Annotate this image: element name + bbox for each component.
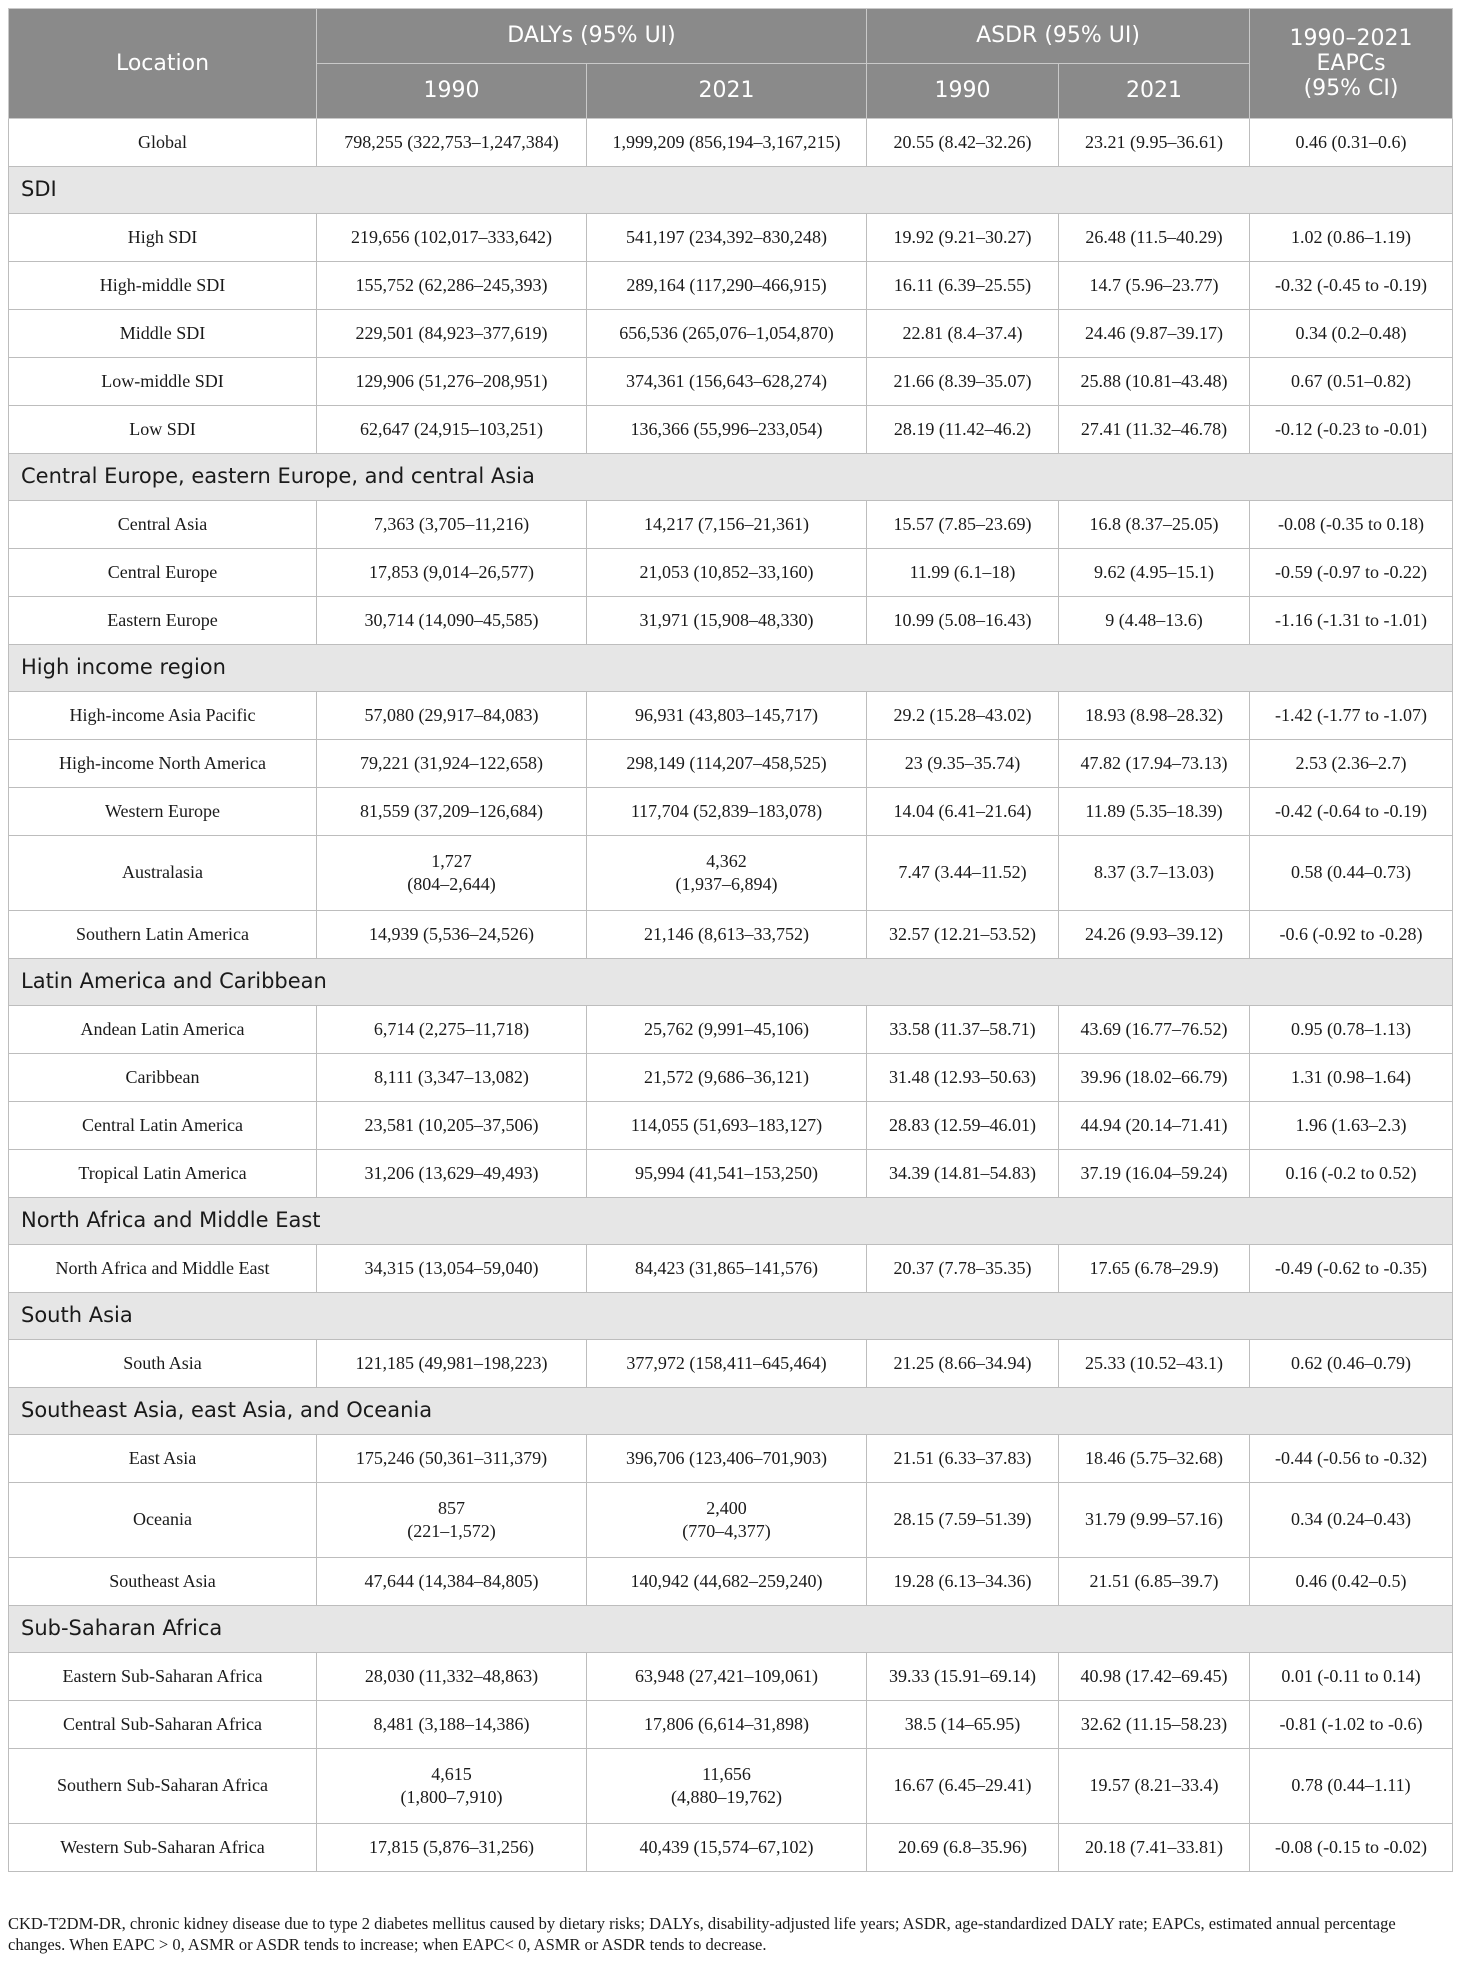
cell-eapc: -0.59 (-0.97 to -0.22) xyxy=(1250,549,1453,597)
cell-location: Australasia xyxy=(9,836,317,911)
table-row xyxy=(9,1054,1453,1102)
cell-dalys-2021-value: 11,656 xyxy=(702,1763,751,1784)
cell-asdr-2021: 39.96 (18.02–66.79) xyxy=(1059,1054,1250,1102)
cell-dalys-2021: 1,999,209 (856,194–3,167,215) xyxy=(587,119,867,167)
cell-location: Eastern Sub-Saharan Africa xyxy=(9,1653,317,1701)
cell-asdr-2021: 32.62 (11.15–58.23) xyxy=(1059,1701,1250,1749)
cell-dalys-2021: 21,146 (8,613–33,752) xyxy=(587,911,867,959)
cell-location: High SDI xyxy=(9,214,317,262)
group-header-row xyxy=(9,1388,1453,1435)
table-row xyxy=(9,1435,1453,1483)
cell-dalys-1990-value: 1,727 xyxy=(431,850,472,871)
cell-dalys-1990: 14,939 (5,536–24,526) xyxy=(317,911,587,959)
cell-asdr-1990: 14.04 (6.41–21.64) xyxy=(867,788,1059,836)
cell-dalys-1990: 8,111 (3,347–13,082) xyxy=(317,1054,587,1102)
header-location: Location xyxy=(9,9,317,119)
cell-asdr-2021: 43.69 (16.77–76.52) xyxy=(1059,1006,1250,1054)
cell-asdr-1990: 29.2 (15.28–43.02) xyxy=(867,692,1059,740)
cell-dalys-2021: 40,439 (15,574–67,102) xyxy=(587,1824,867,1872)
group-header-row xyxy=(9,1293,1453,1340)
header-eapc-line2: EAPCs xyxy=(1316,50,1386,76)
cell-dalys-2021: 114,055 (51,693–183,127) xyxy=(587,1102,867,1150)
group-title: SDI xyxy=(9,167,1453,214)
group-title: High income region xyxy=(9,645,1453,692)
table-row xyxy=(9,1701,1453,1749)
cell-dalys-1990-interval: (804–2,644) xyxy=(407,874,496,894)
cell-asdr-2021: 25.33 (10.52–43.1) xyxy=(1059,1340,1250,1388)
cell-asdr-1990: 28.15 (7.59–51.39) xyxy=(867,1483,1059,1558)
header-eapc-line1: 1990–2021 xyxy=(1289,25,1413,51)
cell-eapc: 0.62 (0.46–0.79) xyxy=(1250,1340,1453,1388)
cell-asdr-2021: 40.98 (17.42–69.45) xyxy=(1059,1653,1250,1701)
cell-asdr-2021: 9.62 (4.95–15.1) xyxy=(1059,549,1250,597)
cell-eapc: -0.12 (-0.23 to -0.01) xyxy=(1250,406,1453,454)
table-row xyxy=(9,740,1453,788)
table-row xyxy=(9,911,1453,959)
cell-location: Low-middle SDI xyxy=(9,358,317,406)
cell-eapc: -0.49 (-0.62 to -0.35) xyxy=(1250,1245,1453,1293)
cell-dalys-1990: 175,246 (50,361–311,379) xyxy=(317,1435,587,1483)
cell-location: Global xyxy=(9,119,317,167)
cell-location: Andean Latin America xyxy=(9,1006,317,1054)
group-title: South Asia xyxy=(9,1293,1453,1340)
cell-asdr-2021: 24.26 (9.93–39.12) xyxy=(1059,911,1250,959)
cell-asdr-1990: 21.25 (8.66–34.94) xyxy=(867,1340,1059,1388)
cell-dalys-2021: 84,423 (31,865–141,576) xyxy=(587,1245,867,1293)
cell-asdr-1990: 39.33 (15.91–69.14) xyxy=(867,1653,1059,1701)
cell-asdr-2021: 11.89 (5.35–18.39) xyxy=(1059,788,1250,836)
cell-location: Southeast Asia xyxy=(9,1558,317,1606)
cell-dalys-2021: 117,704 (52,839–183,078) xyxy=(587,788,867,836)
cell-asdr-1990: 28.19 (11.42–46.2) xyxy=(867,406,1059,454)
cell-location: Western Sub-Saharan Africa xyxy=(9,1824,317,1872)
cell-dalys-1990: 155,752 (62,286–245,393) xyxy=(317,262,587,310)
group-header-row xyxy=(9,645,1453,692)
table-row xyxy=(9,1824,1453,1872)
cell-dalys-2021: 63,948 (27,421–109,061) xyxy=(587,1653,867,1701)
group-header-row xyxy=(9,454,1453,501)
cell-dalys-1990: 121,185 (49,981–198,223) xyxy=(317,1340,587,1388)
cell-asdr-1990: 34.39 (14.81–54.83) xyxy=(867,1150,1059,1198)
cell-eapc: 0.58 (0.44–0.73) xyxy=(1250,836,1453,911)
table-row xyxy=(9,1006,1453,1054)
cell-dalys-2021: 25,762 (9,991–45,106) xyxy=(587,1006,867,1054)
cell-dalys-2021-interval: (770–4,377) xyxy=(682,1521,771,1541)
cell-dalys-2021-value: 2,400 xyxy=(706,1497,747,1518)
cell-location: Caribbean xyxy=(9,1054,317,1102)
cell-asdr-2021: 17.65 (6.78–29.9) xyxy=(1059,1245,1250,1293)
cell-dalys-1990: 129,906 (51,276–208,951) xyxy=(317,358,587,406)
cell-eapc: 0.78 (0.44–1.11) xyxy=(1250,1749,1453,1824)
cell-eapc: -1.16 (-1.31 to -1.01) xyxy=(1250,597,1453,645)
header-dalys-1990: 1990 xyxy=(317,64,587,119)
cell-dalys-1990: 34,315 (13,054–59,040) xyxy=(317,1245,587,1293)
cell-dalys-2021: 656,536 (265,076–1,054,870) xyxy=(587,310,867,358)
cell-dalys-1990: 79,221 (31,924–122,658) xyxy=(317,740,587,788)
cell-asdr-1990: 21.66 (8.39–35.07) xyxy=(867,358,1059,406)
cell-asdr-1990: 28.83 (12.59–46.01) xyxy=(867,1102,1059,1150)
cell-dalys-1990: 57,080 (29,917–84,083) xyxy=(317,692,587,740)
header-dalys-2021: 2021 xyxy=(587,64,867,119)
cell-asdr-2021: 31.79 (9.99–57.16) xyxy=(1059,1483,1250,1558)
group-title: North Africa and Middle East xyxy=(9,1198,1453,1245)
table-header xyxy=(9,9,1453,119)
cell-dalys-2021 xyxy=(587,1749,867,1824)
cell-dalys-1990: 229,501 (84,923–377,619) xyxy=(317,310,587,358)
group-title: Southeast Asia, east Asia, and Oceania xyxy=(9,1388,1453,1435)
cell-dalys-1990-interval: (221–1,572) xyxy=(407,1521,496,1541)
cell-eapc: -0.6 (-0.92 to -0.28) xyxy=(1250,911,1453,959)
group-title: Sub-Saharan Africa xyxy=(9,1606,1453,1653)
cell-dalys-2021: 541,197 (234,392–830,248) xyxy=(587,214,867,262)
cell-eapc: 1.31 (0.98–1.64) xyxy=(1250,1054,1453,1102)
cell-asdr-2021: 37.19 (16.04–59.24) xyxy=(1059,1150,1250,1198)
cell-dalys-2021-interval: (4,880–19,762) xyxy=(671,1787,782,1807)
cell-asdr-2021: 19.57 (8.21–33.4) xyxy=(1059,1749,1250,1824)
table-row xyxy=(9,406,1453,454)
cell-dalys-2021 xyxy=(587,1483,867,1558)
cell-asdr-2021: 47.82 (17.94–73.13) xyxy=(1059,740,1250,788)
cell-eapc: 0.16 (-0.2 to 0.52) xyxy=(1250,1150,1453,1198)
cell-dalys-1990 xyxy=(317,1749,587,1824)
table-row xyxy=(9,692,1453,740)
cell-dalys-2021-value: 4,362 xyxy=(706,850,747,871)
cell-location: Eastern Europe xyxy=(9,597,317,645)
cell-location: Central Europe xyxy=(9,549,317,597)
header-eapc xyxy=(1250,9,1453,119)
cell-dalys-1990-value: 857 xyxy=(438,1497,465,1518)
cell-dalys-1990: 23,581 (10,205–37,506) xyxy=(317,1102,587,1150)
cell-eapc: 0.46 (0.31–0.6) xyxy=(1250,119,1453,167)
cell-location: Low SDI xyxy=(9,406,317,454)
cell-asdr-1990: 16.11 (6.39–25.55) xyxy=(867,262,1059,310)
cell-location: Central Sub-Saharan Africa xyxy=(9,1701,317,1749)
cell-asdr-1990: 21.51 (6.33–37.83) xyxy=(867,1435,1059,1483)
group-header-row xyxy=(9,959,1453,1006)
group-header-row xyxy=(9,167,1453,214)
cell-asdr-1990: 38.5 (14–65.95) xyxy=(867,1701,1059,1749)
header-asdr-2021: 2021 xyxy=(1059,64,1250,119)
cell-eapc: 2.53 (2.36–2.7) xyxy=(1250,740,1453,788)
table-row xyxy=(9,1150,1453,1198)
cell-eapc: 0.34 (0.24–0.43) xyxy=(1250,1483,1453,1558)
cell-dalys-2021: 396,706 (123,406–701,903) xyxy=(587,1435,867,1483)
group-title: Central Europe, eastern Europe, and central Asia xyxy=(9,454,1453,501)
table-body xyxy=(9,119,1453,1872)
table-row xyxy=(9,119,1453,167)
cell-location: East Asia xyxy=(9,1435,317,1483)
cell-eapc: -0.08 (-0.15 to -0.02) xyxy=(1250,1824,1453,1872)
cell-eapc: -0.08 (-0.35 to 0.18) xyxy=(1250,501,1453,549)
cell-dalys-2021 xyxy=(587,836,867,911)
cell-asdr-2021: 9 (4.48–13.6) xyxy=(1059,597,1250,645)
cell-location: South Asia xyxy=(9,1340,317,1388)
table-row xyxy=(9,310,1453,358)
table-row xyxy=(9,836,1453,911)
cell-location: High-middle SDI xyxy=(9,262,317,310)
cell-asdr-1990: 19.92 (9.21–30.27) xyxy=(867,214,1059,262)
cell-asdr-1990: 33.58 (11.37–58.71) xyxy=(867,1006,1059,1054)
cell-eapc: -0.44 (-0.56 to -0.32) xyxy=(1250,1435,1453,1483)
table-row xyxy=(9,1340,1453,1388)
table-row xyxy=(9,1245,1453,1293)
cell-dalys-1990: 28,030 (11,332–48,863) xyxy=(317,1653,587,1701)
table-row xyxy=(9,1483,1453,1558)
cell-eapc: 0.95 (0.78–1.13) xyxy=(1250,1006,1453,1054)
cell-eapc: -1.42 (-1.77 to -1.07) xyxy=(1250,692,1453,740)
cell-dalys-2021-interval: (1,937–6,894) xyxy=(675,874,778,894)
cell-dalys-2021: 96,931 (43,803–145,717) xyxy=(587,692,867,740)
cell-asdr-1990: 23 (9.35–35.74) xyxy=(867,740,1059,788)
cell-dalys-1990-interval: (1,800–7,910) xyxy=(400,1787,503,1807)
table-row xyxy=(9,788,1453,836)
cell-eapc: -0.32 (-0.45 to -0.19) xyxy=(1250,262,1453,310)
cell-location: Oceania xyxy=(9,1483,317,1558)
cell-asdr-1990: 20.55 (8.42–32.26) xyxy=(867,119,1059,167)
cell-asdr-2021: 26.48 (11.5–40.29) xyxy=(1059,214,1250,262)
cell-dalys-1990: 30,714 (14,090–45,585) xyxy=(317,597,587,645)
group-header-row xyxy=(9,1606,1453,1653)
cell-asdr-2021: 27.41 (11.32–46.78) xyxy=(1059,406,1250,454)
group-header-row xyxy=(9,1198,1453,1245)
cell-asdr-1990: 20.37 (7.78–35.35) xyxy=(867,1245,1059,1293)
cell-eapc: -0.81 (-1.02 to -0.6) xyxy=(1250,1701,1453,1749)
table-row xyxy=(9,1558,1453,1606)
cell-dalys-1990: 62,647 (24,915–103,251) xyxy=(317,406,587,454)
cell-asdr-1990: 16.67 (6.45–29.41) xyxy=(867,1749,1059,1824)
cell-asdr-2021: 20.18 (7.41–33.81) xyxy=(1059,1824,1250,1872)
table-row xyxy=(9,1749,1453,1824)
cell-dalys-1990: 31,206 (13,629–49,493) xyxy=(317,1150,587,1198)
cell-dalys-1990: 6,714 (2,275–11,718) xyxy=(317,1006,587,1054)
cell-eapc: 1.02 (0.86–1.19) xyxy=(1250,214,1453,262)
cell-dalys-2021: 17,806 (6,614–31,898) xyxy=(587,1701,867,1749)
header-asdr-1990: 1990 xyxy=(867,64,1059,119)
cell-dalys-2021: 374,361 (156,643–628,274) xyxy=(587,358,867,406)
cell-eapc: 1.96 (1.63–2.3) xyxy=(1250,1102,1453,1150)
cell-location: Central Asia xyxy=(9,501,317,549)
cell-dalys-1990: 17,815 (5,876–31,256) xyxy=(317,1824,587,1872)
cell-asdr-2021: 16.8 (8.37–25.05) xyxy=(1059,501,1250,549)
cell-dalys-1990: 47,644 (14,384–84,805) xyxy=(317,1558,587,1606)
cell-asdr-2021: 18.46 (5.75–32.68) xyxy=(1059,1435,1250,1483)
cell-dalys-1990: 81,559 (37,209–126,684) xyxy=(317,788,587,836)
group-title: Latin America and Caribbean xyxy=(9,959,1453,1006)
cell-asdr-1990: 32.57 (12.21–53.52) xyxy=(867,911,1059,959)
cell-dalys-2021: 14,217 (7,156–21,361) xyxy=(587,501,867,549)
table-row xyxy=(9,501,1453,549)
cell-location: High-income Asia Pacific xyxy=(9,692,317,740)
cell-asdr-1990: 11.99 (6.1–18) xyxy=(867,549,1059,597)
cell-asdr-2021: 8.37 (3.7–13.03) xyxy=(1059,836,1250,911)
cell-location: Southern Latin America xyxy=(9,911,317,959)
cell-asdr-2021: 44.94 (20.14–71.41) xyxy=(1059,1102,1250,1150)
table-row xyxy=(9,1102,1453,1150)
cell-asdr-1990: 20.69 (6.8–35.96) xyxy=(867,1824,1059,1872)
header-dalys: DALYs (95% UI) xyxy=(317,9,867,64)
cell-location: High-income North America xyxy=(9,740,317,788)
cell-asdr-1990: 31.48 (12.93–50.63) xyxy=(867,1054,1059,1102)
cell-asdr-1990: 22.81 (8.4–37.4) xyxy=(867,310,1059,358)
cell-dalys-2021: 377,972 (158,411–645,464) xyxy=(587,1340,867,1388)
header-asdr: ASDR (95% UI) xyxy=(867,9,1250,64)
cell-asdr-2021: 21.51 (6.85–39.7) xyxy=(1059,1558,1250,1606)
cell-location: Western Europe xyxy=(9,788,317,836)
header-eapc-line3: (95% CI) xyxy=(1303,76,1399,102)
table-footnote: CKD-T2DM-DR, chronic kidney disease due to type 2 diabetes mellitus caused by dietary risks; DALYs, disability-adjusted life years; ASDR, age-standardized DALY rate; EAPCs, estimated annual percentage changes. When EAPC > 0, ASMR or ASDR tends to increase; when EAPC< 0, ASMR or ASDR tends to decrease. xyxy=(8,1914,1396,1954)
cell-asdr-1990: 10.99 (5.08–16.43) xyxy=(867,597,1059,645)
cell-dalys-2021: 21,572 (9,686–36,121) xyxy=(587,1054,867,1102)
cell-location: Central Latin America xyxy=(9,1102,317,1150)
cell-asdr-2021: 23.21 (9.95–36.61) xyxy=(1059,119,1250,167)
cell-eapc: 0.67 (0.51–0.82) xyxy=(1250,358,1453,406)
cell-dalys-2021: 95,994 (41,541–153,250) xyxy=(587,1150,867,1198)
results-table-container xyxy=(8,8,1452,1872)
cell-location: North Africa and Middle East xyxy=(9,1245,317,1293)
cell-asdr-2021: 24.46 (9.87–39.17) xyxy=(1059,310,1250,358)
cell-dalys-2021: 136,366 (55,996–233,054) xyxy=(587,406,867,454)
cell-dalys-1990: 17,853 (9,014–26,577) xyxy=(317,549,587,597)
table-row xyxy=(9,549,1453,597)
cell-asdr-2021: 18.93 (8.98–28.32) xyxy=(1059,692,1250,740)
results-table xyxy=(8,8,1453,1872)
cell-asdr-2021: 14.7 (5.96–23.77) xyxy=(1059,262,1250,310)
cell-asdr-2021: 25.88 (10.81–43.48) xyxy=(1059,358,1250,406)
cell-location: Southern Sub-Saharan Africa xyxy=(9,1749,317,1824)
cell-dalys-1990 xyxy=(317,1483,587,1558)
cell-dalys-2021: 289,164 (117,290–466,915) xyxy=(587,262,867,310)
cell-asdr-1990: 7.47 (3.44–11.52) xyxy=(867,836,1059,911)
cell-dalys-1990 xyxy=(317,836,587,911)
cell-dalys-1990: 8,481 (3,188–14,386) xyxy=(317,1701,587,1749)
table-row xyxy=(9,1653,1453,1701)
table-row xyxy=(9,597,1453,645)
cell-eapc: 0.34 (0.2–0.48) xyxy=(1250,310,1453,358)
cell-location: Middle SDI xyxy=(9,310,317,358)
cell-dalys-1990-value: 4,615 xyxy=(431,1763,472,1784)
cell-eapc: 0.46 (0.42–0.5) xyxy=(1250,1558,1453,1606)
cell-dalys-1990: 798,255 (322,753–1,247,384) xyxy=(317,119,587,167)
cell-eapc: -0.42 (-0.64 to -0.19) xyxy=(1250,788,1453,836)
cell-location: Tropical Latin America xyxy=(9,1150,317,1198)
cell-dalys-1990: 219,656 (102,017–333,642) xyxy=(317,214,587,262)
cell-asdr-1990: 15.57 (7.85–23.69) xyxy=(867,501,1059,549)
cell-eapc: 0.01 (-0.11 to 0.14) xyxy=(1250,1653,1453,1701)
cell-dalys-2021: 31,971 (15,908–48,330) xyxy=(587,597,867,645)
table-row xyxy=(9,214,1453,262)
table-row xyxy=(9,262,1453,310)
cell-asdr-1990: 19.28 (6.13–34.36) xyxy=(867,1558,1059,1606)
cell-dalys-2021: 298,149 (114,207–458,525) xyxy=(587,740,867,788)
table-row xyxy=(9,358,1453,406)
cell-dalys-2021: 21,053 (10,852–33,160) xyxy=(587,549,867,597)
cell-dalys-1990: 7,363 (3,705–11,216) xyxy=(317,501,587,549)
cell-dalys-2021: 140,942 (44,682–259,240) xyxy=(587,1558,867,1606)
